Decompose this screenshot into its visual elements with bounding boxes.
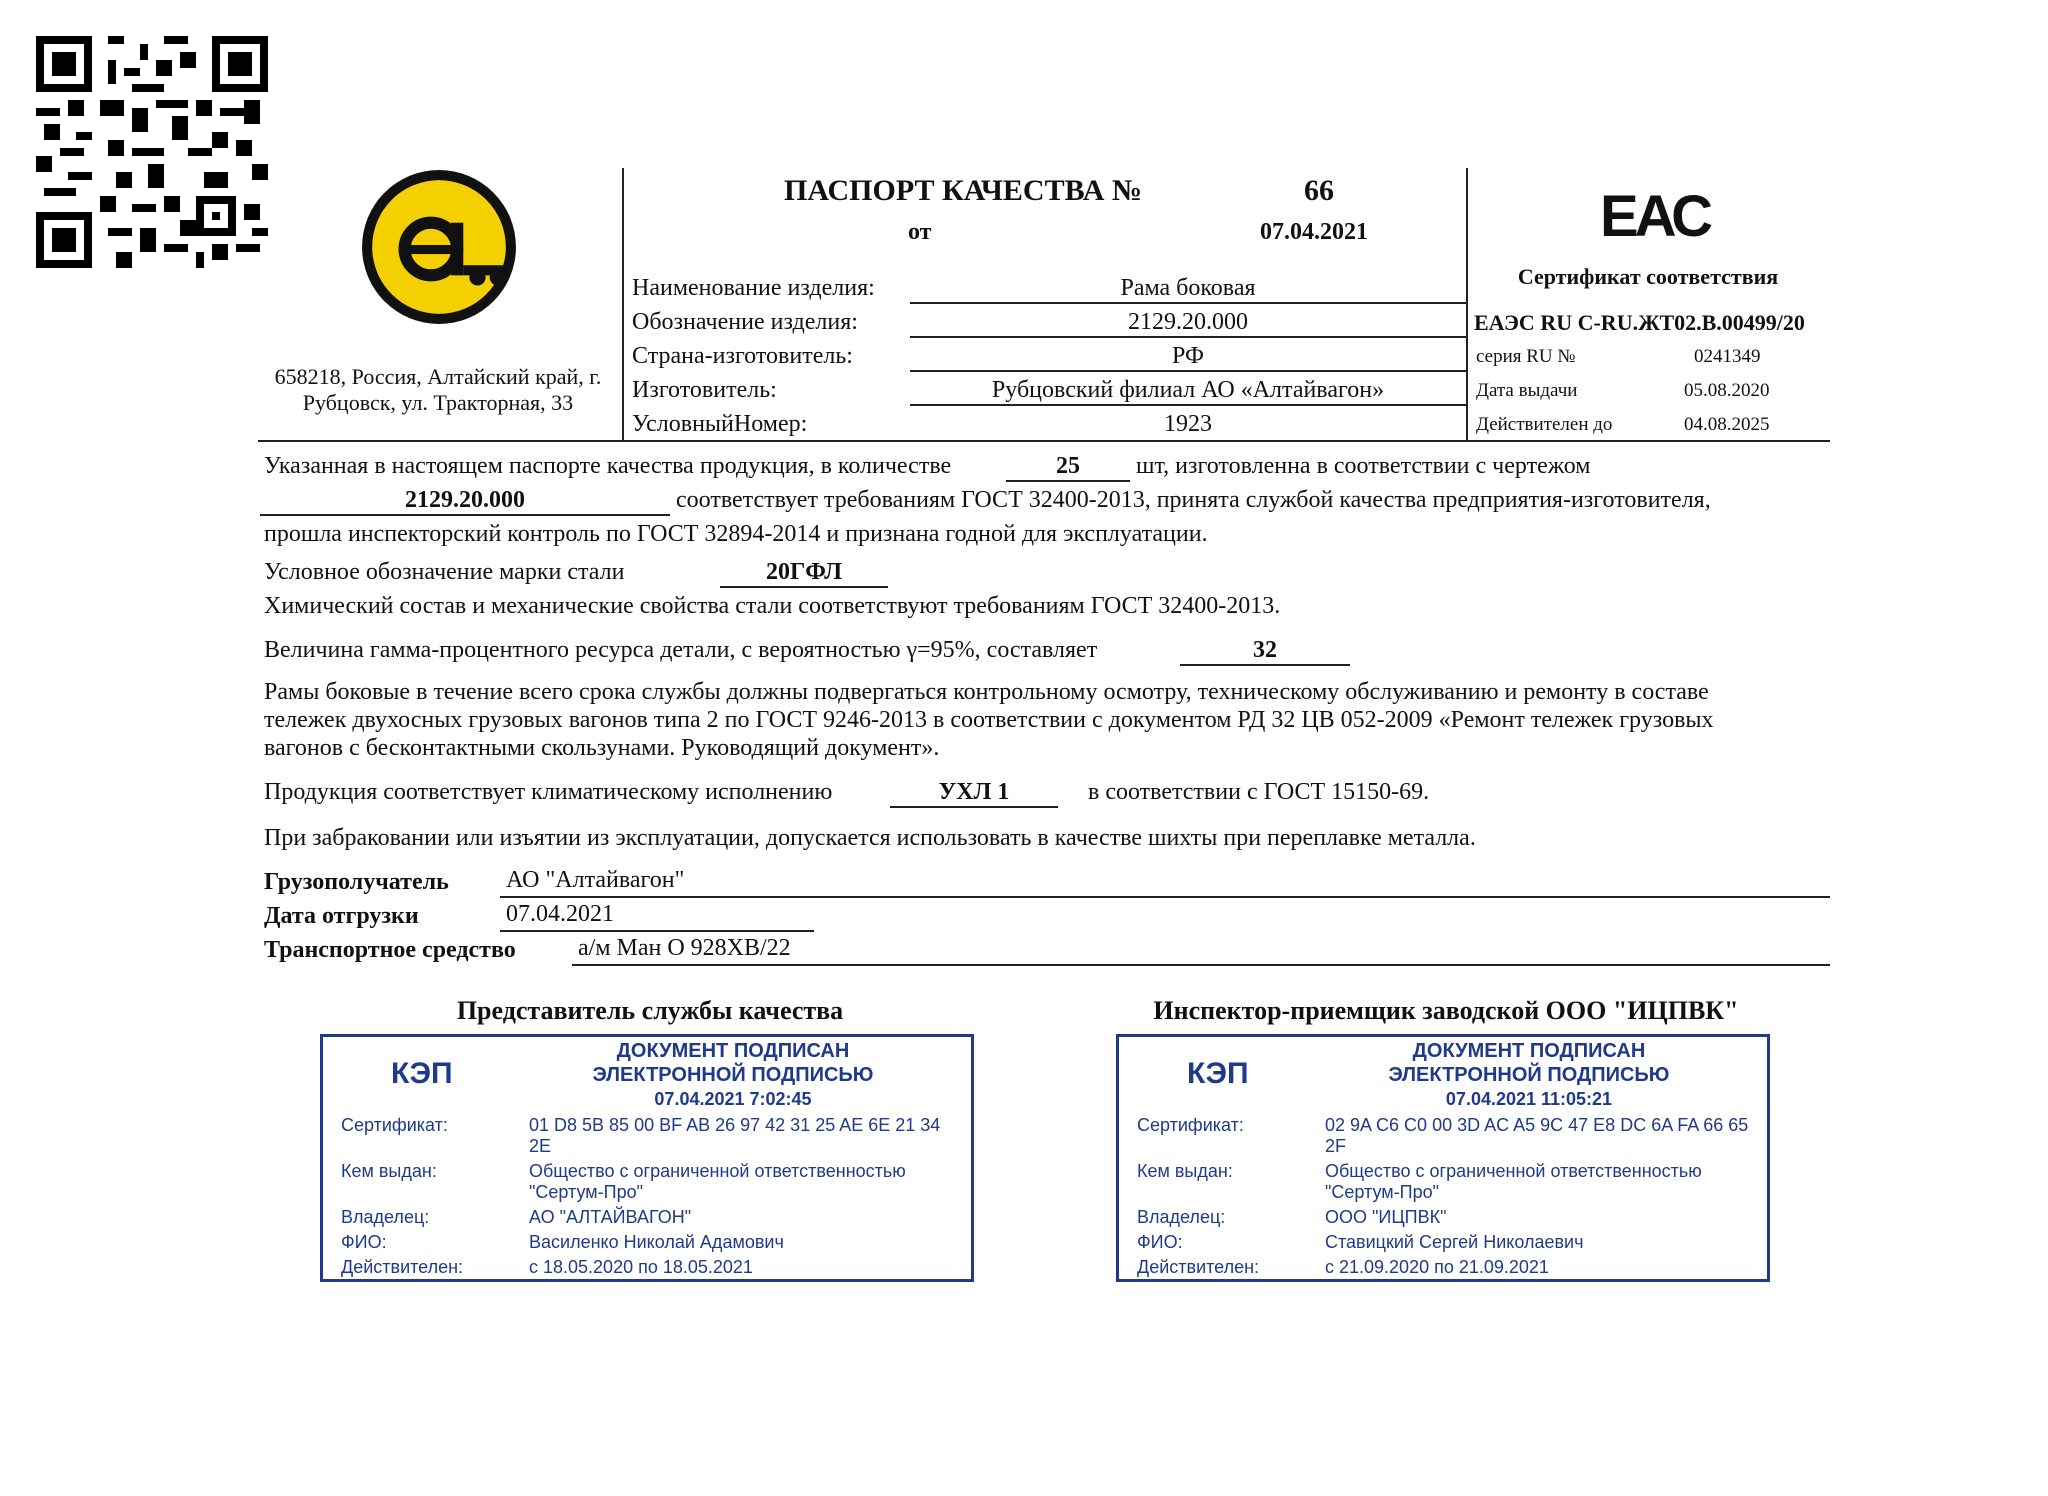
body-p1-d: прошла инспекторский контроль по ГОСТ 32894-2014 и признана годной для эксплуатации. bbox=[264, 521, 1208, 547]
stamp-title-line-1: ДОКУМЕНТ ПОДПИСАН bbox=[1412, 1040, 1646, 1062]
certificate-title: Сертификат соответствия bbox=[1517, 264, 1779, 289]
stamp-owner-label: Владелец: bbox=[1137, 1207, 1226, 1227]
stamp-owner-value: ООО "ИЦПВК" bbox=[1325, 1207, 1447, 1227]
header-divider-right bbox=[1466, 168, 1468, 440]
kep-label: КЭП bbox=[391, 1057, 453, 1090]
stamp-fio-label: ФИО: bbox=[1137, 1232, 1183, 1252]
body-p1-a: Указанная в настоящем паспорте качества продукция, в количестве bbox=[264, 453, 952, 479]
shipment-date-value: 07.04.2021 bbox=[506, 901, 614, 927]
field-value-name: Рама боковая bbox=[1120, 275, 1256, 301]
stamp-timestamp: 07.04.2021 7:02:45 bbox=[654, 1089, 812, 1109]
consignee-value: АО "Алтайвагон" bbox=[506, 867, 685, 893]
field-label-country: Страна-изготовитель: bbox=[632, 343, 853, 369]
stamp-owner-value: АО "АЛТАЙВАГОН" bbox=[529, 1207, 692, 1227]
stamp-title-line-2: ЭЛЕКТРОННОЙ ПОДПИСЬЮ bbox=[592, 1064, 874, 1086]
field-value-number: 1923 bbox=[1164, 411, 1212, 437]
e-signature-stamp bbox=[1116, 1034, 1770, 1282]
stamp-cert-value: 02 9A C6 C0 00 3D AC A5 9C 47 E8 DC 6A FA 66 65 2F bbox=[1325, 1115, 1749, 1156]
signature-role-inspector: Инспектор-приемщик заводской ООО "ИЦПВК" bbox=[1153, 996, 1739, 1025]
vehicle-value: а/м Ман О 928ХВ/22 bbox=[578, 935, 791, 961]
stamp-cert-label: Сертификат: bbox=[341, 1115, 448, 1135]
qr-code bbox=[36, 36, 268, 268]
field-label-name: Наименование изделия: bbox=[632, 275, 875, 301]
cert-series-value: 0241349 bbox=[1694, 346, 1761, 367]
vehicle-label: Транспортное средство bbox=[264, 937, 516, 963]
consignee-label: Грузополучатель bbox=[264, 869, 449, 895]
stamp-issuer-label: Кем выдан: bbox=[341, 1161, 437, 1181]
drawing-underline bbox=[260, 514, 670, 516]
stamp-timestamp: 07.04.2021 11:05:21 bbox=[1445, 1089, 1613, 1109]
drawing-number: 2129.20.000 bbox=[405, 487, 525, 513]
field-value-designation: 2129.20.000 bbox=[1128, 309, 1248, 335]
rejection-statement: При забраковании или изъятии из эксплуатации, допускается использовать в качестве шихты при переплавке металла. bbox=[264, 825, 1476, 851]
e-signature-stamp bbox=[320, 1034, 974, 1282]
eac-mark: ЕАС bbox=[1600, 184, 1710, 249]
signature-role-quality: Представитель службы качества bbox=[456, 996, 844, 1025]
steel-grade: 20ГФЛ bbox=[766, 559, 842, 585]
steel-underline bbox=[720, 586, 888, 588]
field-label-number: УсловныйНомер: bbox=[632, 411, 808, 437]
vehicle-underline bbox=[572, 964, 1830, 966]
company-logo bbox=[358, 166, 520, 328]
climate-tail: в соответствии с ГОСТ 15150-69. bbox=[1088, 779, 1430, 805]
climate-value: УХЛ 1 bbox=[938, 779, 1010, 805]
stamp-owner-label: Владелец: bbox=[341, 1207, 430, 1227]
cert-issue-label: Дата выдачи bbox=[1476, 380, 1578, 401]
stamp-valid-label: Действителен: bbox=[341, 1257, 464, 1277]
header-divider-left bbox=[622, 168, 624, 440]
gamma-underline bbox=[1180, 664, 1350, 666]
field-value-manufacturer: Рубцовский филиал АО «Алтайвагон» bbox=[991, 377, 1385, 403]
stamp-issuer-value: Общество с ограниченной ответственностью "Сертум-Про" bbox=[1325, 1161, 1702, 1202]
field-underline bbox=[910, 404, 1466, 406]
cert-issue-value: 05.08.2020 bbox=[1684, 380, 1770, 401]
cert-series-label: серия RU № bbox=[1476, 346, 1576, 367]
field-underline bbox=[910, 336, 1466, 338]
stamp-valid-value: с 18.05.2020 по 18.05.2021 bbox=[529, 1257, 753, 1277]
stamp-cert-label: Сертификат: bbox=[1137, 1115, 1244, 1135]
certificate-number: ЕАЭС RU C-RU.ЖТ02.В.00499/20 bbox=[1474, 310, 1805, 335]
climate-label: Продукция соответствует климатическому исполнению bbox=[264, 779, 833, 805]
field-label-manufacturer: Изготовитель: bbox=[632, 377, 777, 403]
gamma-value: 32 bbox=[1253, 637, 1277, 663]
date-from-label: от bbox=[908, 219, 932, 245]
cert-valid-label: Действителен до bbox=[1476, 414, 1613, 435]
quantity-value: 25 bbox=[1056, 453, 1080, 479]
quantity-underline bbox=[1006, 480, 1130, 482]
stamp-title-line-2: ЭЛЕКТРОННОЙ ПОДПИСЬЮ bbox=[1388, 1064, 1670, 1086]
body-p1-b: шт, изготовленна в соответствии с чертежом bbox=[1136, 453, 1591, 479]
steel-label: Условное обозначение марки стали bbox=[264, 559, 625, 585]
field-underline bbox=[910, 370, 1466, 372]
frames-line-1: Рамы боковые в течение всего срока службы должны подвергаться контрольному осмотру, техническому обслуживанию и ремонту в составе bbox=[264, 679, 1709, 705]
passport-number: 66 bbox=[1304, 174, 1334, 207]
stamp-valid-value: с 21.09.2020 по 21.09.2021 bbox=[1325, 1257, 1549, 1277]
body-p1-c: соответствует требованиям ГОСТ 32400-2013, принята службой качества предприятия-изготовителя, bbox=[676, 487, 1711, 513]
stamp-fio-label: ФИО: bbox=[341, 1232, 387, 1252]
stamp-fio-value: Ставицкий Сергей Николаевич bbox=[1325, 1232, 1584, 1252]
stamp-issuer-label: Кем выдан: bbox=[1137, 1161, 1233, 1181]
frames-line-2: тележек двухосных грузовых вагонов типа 2 по ГОСТ 9246-2013 в соответствии с документом РД 32 ЦВ 052-2009 «Ремонт тележек грузовых bbox=[264, 707, 1714, 733]
stamp-valid-label: Действителен: bbox=[1137, 1257, 1260, 1277]
shipment-date-underline bbox=[500, 930, 814, 932]
passport-date: 07.04.2021 bbox=[1260, 219, 1368, 245]
passport-title: ПАСПОРТ КАЧЕСТВА № bbox=[784, 174, 1143, 207]
field-label-designation: Обозначение изделия: bbox=[632, 309, 858, 335]
address-line-1: 658218, Россия, Алтайский край, г. bbox=[274, 364, 602, 389]
field-value-country: РФ bbox=[1172, 343, 1204, 369]
gamma-label: Величина гамма-процентного ресурса детали, с вероятностью γ=95%, составляет bbox=[264, 637, 1098, 663]
address-line-2: Рубцовск, ул. Тракторная, 33 bbox=[302, 390, 574, 415]
header-bottom-rule bbox=[258, 440, 1830, 442]
stamp-title-line-1: ДОКУМЕНТ ПОДПИСАН bbox=[616, 1040, 850, 1062]
consignee-underline bbox=[500, 896, 1830, 898]
stamp-cert-value: 01 D8 5B 85 00 BF AB 26 97 42 31 25 AE 6E 21 34 2E bbox=[529, 1115, 941, 1156]
frames-line-3: вагонов с бесконтактными скользунами. Руководящий документ». bbox=[264, 735, 940, 761]
climate-underline bbox=[890, 806, 1058, 808]
cert-valid-value: 04.08.2025 bbox=[1684, 414, 1770, 435]
kep-label: КЭП bbox=[1187, 1057, 1249, 1090]
stamp-fio-value: Василенко Николай Адамович bbox=[529, 1232, 784, 1252]
chemical-statement: Химический состав и механические свойства стали соответствуют требованиям ГОСТ 32400-2013. bbox=[264, 593, 1281, 619]
field-underline bbox=[910, 302, 1466, 304]
shipment-date-label: Дата отгрузки bbox=[264, 903, 419, 929]
stamp-issuer-value: Общество с ограниченной ответственностью "Сертум-Про" bbox=[529, 1161, 906, 1202]
